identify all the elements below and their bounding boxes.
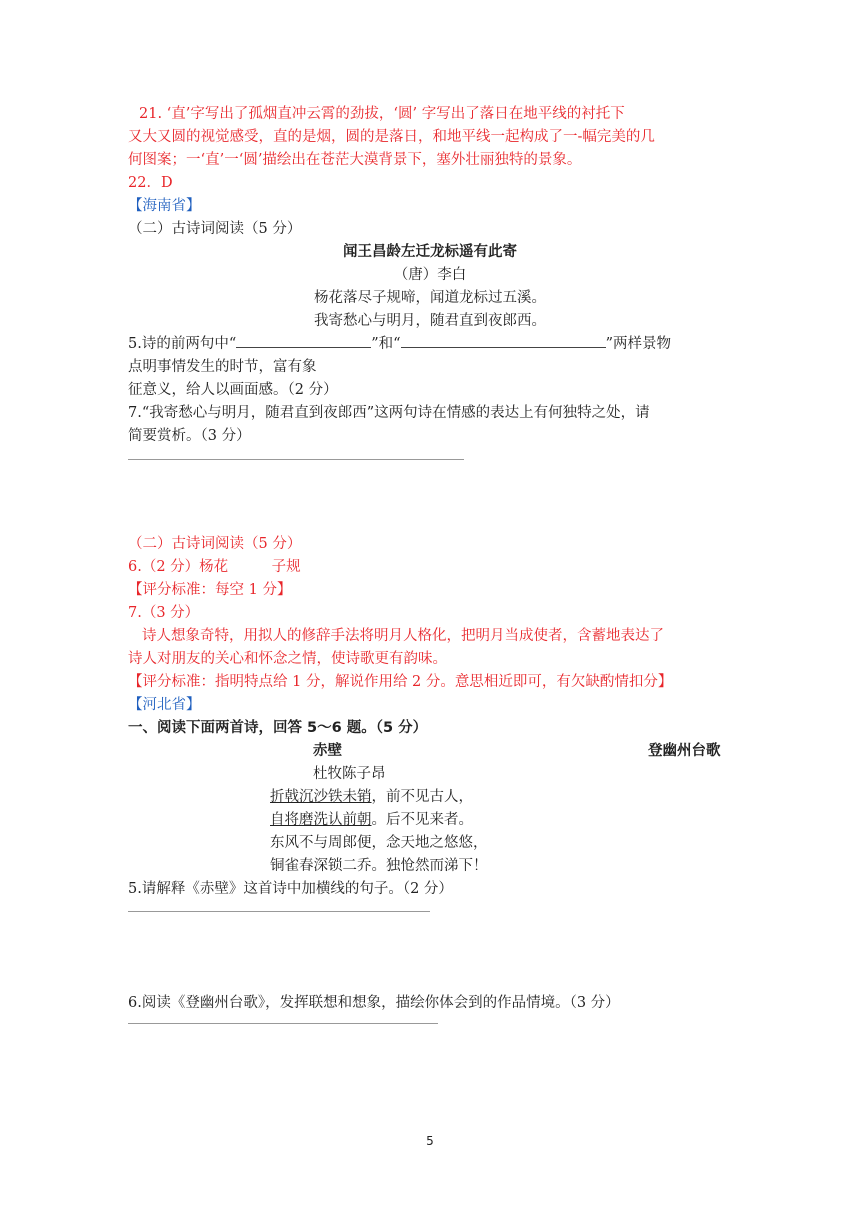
answer-q6-standard: 【评分标准：每空 1 分】 [128,582,292,598]
poem-combined-line-4: 铜雀春深锁二乔。独怆然而涕下！ [270,858,488,874]
answer-q21-line2: 又大又圆的视觉感受，直的是烟，圆的是落日，和地平线一起构成了一-幅完美的几 [128,129,655,145]
answer-q7-label: 7.（3 分） [128,605,200,621]
underlined-phrase-1: 折戟沉沙铁未销 [270,789,372,805]
answer-q21-line1: 21. ‘直’字写出了孤烟直冲云霄的劲拔，‘圆’ 字写出了落日在地平线的衬托下 [139,106,625,122]
answer-q21-line3: 何图案；一‘直’一‘圆’描绘出在苍茫大漠背景下，塞外壮丽独特的景象。 [128,152,582,168]
poem-title: 闻王昌龄左迁龙标遥有此寄 [343,244,517,260]
question-5-part-b: ”和“ [371,336,401,352]
answer-blank-2[interactable] [401,333,606,348]
poem-combined-line-2: 自将磨洗认前朝。后不见来者。 [270,812,473,828]
answer-q7-standard: 【评分标准：指明特点给 1 分，解说作用给 2 分。意思相近即可，有欠缺酌情扣分】 [128,674,673,690]
answer-q22: 22．D [128,175,173,191]
reading-instruction: 一、阅读下面两首诗，回答 5～6 题。（5 分） [128,720,428,736]
question-6-hebei: 6.阅读《登幽州台歌》，发挥联想和想象，描绘你体会到的作品情境。（3 分） [128,995,620,1011]
answer-blank-1[interactable] [236,333,371,348]
answer-line-q6-hebei[interactable] [128,1023,438,1024]
poem1-title: 赤壁 [313,743,342,759]
question-5-line3: 征意义，给人以画面感。（2 分） [128,382,338,398]
poem-line-1: 杨花落尽子规啼，闻道龙标过五溪。 [314,290,546,306]
answer-section-heading: （二）古诗词阅读（5 分） [128,536,302,552]
question-5-hebei: 5.请解释《赤壁》这首诗中加横线的句子。（2 分） [128,881,453,897]
answer-q6: 6.（2 分）杨花 子规 [128,559,301,575]
answer-line-q7[interactable] [128,459,464,460]
question-5-line2: 点明事情发生的时节，富有象 [128,359,317,375]
poem-line-2: 我寄愁心与明月，随君直到夜郎西。 [314,313,546,329]
answer-line-q5-hebei[interactable] [128,911,430,912]
province-hebei: 【河北省】 [128,697,201,713]
question-5-part-c: ”两样景物 [605,336,671,352]
question-7-line2: 简要赏析。（3 分） [128,428,251,444]
poem-combined-line-3: 东风不与周郎便，念天地之悠悠， [270,835,488,851]
answer-q7-line1: 诗人想象奇特，用拟人的修辞手法将明月人格化，把明月当成使者，含蓄地表达了 [142,628,664,644]
poem-author: （唐）李白 [393,267,467,283]
poem2-title: 登幽州台歌 [648,743,721,759]
underlined-phrase-2: 自将磨洗认前朝 [270,812,372,828]
answer-q7-line2: 诗人对朋友的关心和怀念之情，使诗歌更有韵味。 [128,651,447,667]
poem-combined-line-1: 折戟沉沙铁未销，前不见古人， [270,789,473,805]
question-5-part-a: 5.诗的前两句中“ [128,336,237,352]
question-7-line1: 7.“我寄愁心与明月，随君直到夜郎西”这两句诗在情感的表达上有何独特之处，请 [128,405,650,421]
question-5 [128,333,671,355]
section-heading-poetry: （二）古诗词阅读（5 分） [128,221,302,237]
poem-authors: 杜牧陈子昂 [313,766,386,782]
page-number: 5 [426,1134,434,1148]
province-hainan: 【海南省】 [128,198,201,214]
